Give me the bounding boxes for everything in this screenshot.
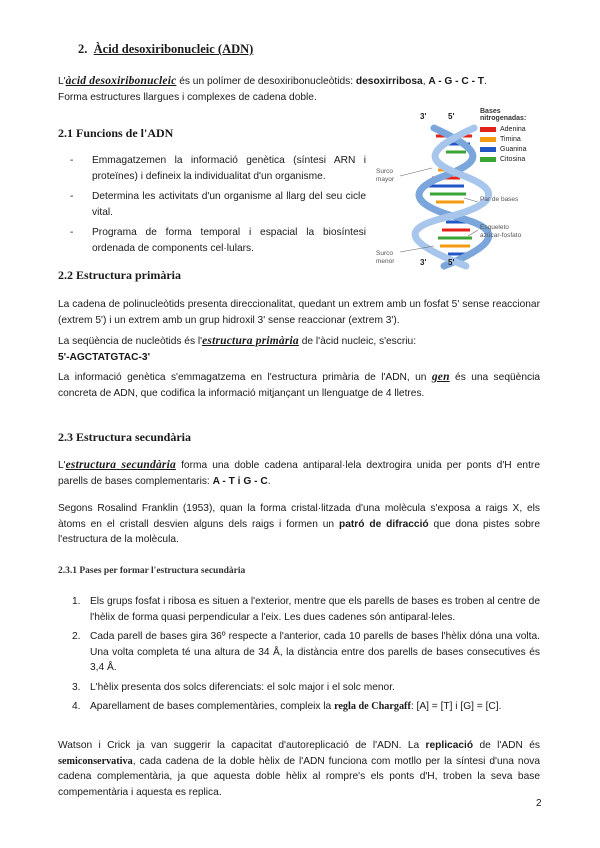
guanina-swatch [480, 147, 496, 152]
list-item: 3. L'hèlix presenta dos solcs diferenciats: el solc major i el solc menor. [72, 681, 395, 693]
legend-item: Timina [480, 134, 546, 144]
bases-legend [480, 108, 546, 164]
regla-chargaff: regla de Chargaff [334, 701, 411, 712]
list-item: 1. Els grups fosfat i ribosa es situen a l'exterior, mentre que els parells de bases es troben al centre de l'hèlix de forma quasi perpendicular a l'eix. Les dues cadenes són antiparal·leles. [72, 596, 540, 623]
list-item: 4. Aparellament de bases complementàries, compleix la regla de Chargaff: [A] = [T] i [G] = [C]. [72, 701, 502, 712]
list-item: - Determina les activitats d'un organisme al llarg del seu cicle vital. [64, 189, 366, 220]
label-par-bases: Par de bases [480, 196, 519, 203]
list-item: - Programa de forma temporal i espacial la biosíntesi ordenada de components cel·lulars. [64, 225, 366, 256]
heading-2-3: 2.3 Estructura secundària [58, 430, 191, 444]
end-label-top-left: 3' [420, 112, 427, 121]
paragraph-estructura-secundaria: L'estructura secundària forma una doble cadena antiparal·lela dextrogira unida per ponts d'H entre parells de bases complementaris: A - T i G - C. [58, 459, 540, 487]
paragraph-replicacio: Watson i Crick ja van suggerir la capacitat d'autoreplicació de l'ADN. La replicació de l'ADN és semiconservativa, cada cadena de la doble hèlix de l'ADN funciona com motllo per la síntesi d'una nova cadena complementària, ja que aquesta doble hèlix al rompre's els ponts d'H, troben la seva base compementària i aquesta es replica. [58, 740, 540, 798]
term-acid: àcid desoxiribonucleic [65, 75, 177, 87]
section-title-text: Àcid desoxiribonucleic (ADN) [93, 42, 254, 56]
page-number: 2 [536, 798, 542, 809]
dna-figure [374, 106, 546, 276]
legend-item: Citosina [480, 154, 546, 164]
label-surco-menor: Surco menor [376, 250, 395, 265]
heading-2-2: 2.2 Estructura primària [58, 268, 181, 282]
section-title [78, 42, 253, 57]
end-label-bottom-left: 3' [420, 258, 427, 267]
end-label-top-right: 5' [448, 112, 455, 121]
paragraph-direccionalitat: La cadena de polinucleòtids presenta direccionalitat, quedant un extrem amb un fosfat 5' sense reaccionar (extrem 5') i un extrem amb un grup hidroxil 3' sense reaccionar (extrem 3'). [58, 299, 540, 326]
heading-2-3-1: 2.3.1 Pases per formar l'estructura secundària [58, 566, 246, 576]
sequence-example: 5'-AGCTATGTAC-3' [58, 351, 150, 363]
timina-swatch [480, 137, 496, 142]
label-surco-mayor: Surco mayor [376, 168, 395, 183]
list-item: 2. Cada parell de bases gira 36º respecte a l'anterior, cada 10 parells de bases l'hèlix dóna una volta. Una volta completa té una altura de 34 Å, la distància entre dos parells de bases consecutives és 3,4 Å. [72, 631, 540, 673]
steps-list [64, 594, 540, 719]
paragraph-gen: La informació genètica s'emmagatzema en l'estructura primària de l'ADN, un gen és una seqüència concreta de ADN, que codifica la informació mitjançant un llenguatge de 4 lletres. [58, 371, 541, 399]
legend-item: Guanina [480, 144, 546, 154]
label-esqueleto: Esqueleto azúcar-fosfato [480, 224, 522, 239]
paragraph-sequencia: La seqüència de nucleòtids és l'estructura primària de l'àcid nucleic, s'escriu: 5'-AGCTATGTAC-3' [58, 335, 417, 363]
end-label-bottom-right: 5' [448, 258, 455, 267]
term-estructura-primaria: estructura primària [202, 335, 299, 347]
list-item: - Emmagatzemen la informació genètica (síntesi ARN i proteïnes) i defineix la individualitat d'un organisme. [64, 153, 366, 184]
heading-2-1: 2.1 Funcions de l'ADN [58, 126, 174, 140]
legend-title: Bases nitrogenadas: [480, 108, 527, 122]
citosina-swatch [480, 157, 496, 162]
adenina-swatch [480, 127, 496, 132]
functions-list [64, 153, 366, 261]
term-gen: gen [431, 371, 450, 383]
legend-item: Adenina [480, 124, 546, 134]
intro-paragraph: L'àcid desoxiribonucleic és un polímer de desoxiribonucleòtids: desoxirribosa, A - G - C - T. Forma estructures llargues i complexes de cadena doble. [58, 75, 487, 103]
term-estructura-secundaria: estructura secundària [65, 459, 176, 471]
paragraph-franklin: Segons Rosalind Franklin (1953), quan la forma cristal·litzada d'una molècula s'exposa a raigs X, els àtoms en el cristall desvien alguns dels raigs i formen un patró de difracció que dona pistes sobre l'estructura de la molècula. [58, 503, 540, 545]
section-number: 2. [78, 42, 88, 56]
